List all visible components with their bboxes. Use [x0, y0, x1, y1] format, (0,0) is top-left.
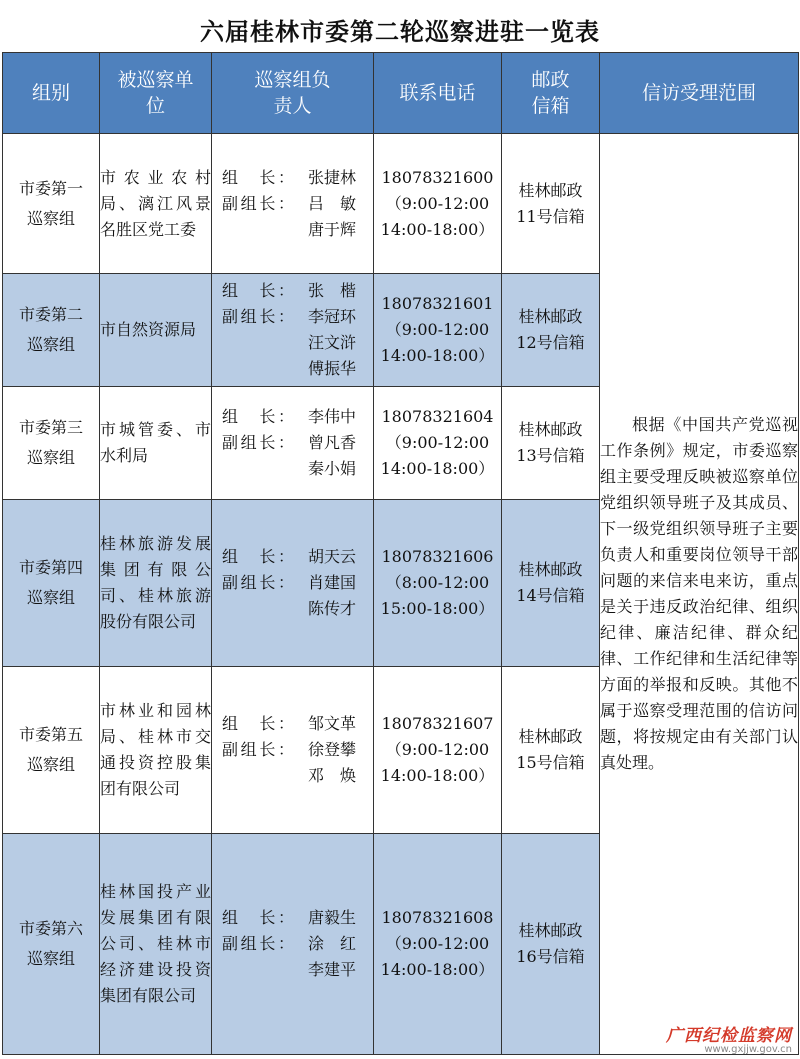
- leader-line: 唐于辉: [308, 219, 357, 239]
- leader-line: 副组长： 涂 红: [222, 934, 357, 953]
- header-unit: 被巡察单位: [100, 53, 212, 134]
- unit-cell: 市城管委、市水利局: [100, 387, 212, 500]
- scope-cell: 根据《中国共产党巡视工作条例》规定，市委巡察组主要受理反映被巡察单位党组织领导班子及其成员、下一级党组织领导班子主要负责人和重要岗位领导干部问题的来信来电来访，重点是关于违反政治纪律、组织纪律、廉洁纪律、群众纪律、工作纪律和生活纪律等方面的举报和反映。其他不属于巡察受理范围的信访问题，将按规定由有关部门认真处理。: [600, 134, 799, 1055]
- header-phone: 联系电话: [374, 53, 502, 134]
- leader-cell: [212, 274, 374, 387]
- leader-line: 组 长： 张 楷: [222, 281, 357, 300]
- leader-line: 副组长： 李冠环: [222, 307, 357, 326]
- watermark-logo: 广西纪检监察网 www.gxjjw.gov.cn: [666, 1026, 792, 1055]
- leader-line: 副组长： 曾凡香: [222, 433, 357, 452]
- leader-cell: [212, 667, 374, 834]
- unit-cell: 市自然资源局: [100, 274, 212, 387]
- mailbox-cell: 桂林邮政 12号信箱: [502, 274, 600, 387]
- leader-line: 陈传才: [308, 599, 357, 618]
- leader-line: 组 长： 邹文革: [222, 714, 357, 733]
- group-cell: 市委第五 巡察组: [3, 667, 100, 834]
- phone-cell: 18078321608 （9:00-12:00 14:00-18:00）: [374, 834, 502, 1055]
- unit-cell: 市林业和园林局、桂林市交通投资控股集团有限公司: [100, 667, 212, 834]
- group-cell: 市委第三 巡察组: [3, 387, 100, 500]
- unit-cell: 桂林旅游发展集团有限公司、桂林旅游股份有限公司: [100, 500, 212, 667]
- header-mail: 邮政信箱: [502, 53, 600, 134]
- leader-line: 副组长： 肖建国: [222, 573, 357, 592]
- table-header-row: [3, 53, 799, 134]
- inspection-table: [2, 52, 799, 1055]
- mailbox-cell: 桂林邮政 16号信箱: [502, 834, 600, 1055]
- group-cell: 市委第二 巡察组: [3, 274, 100, 387]
- group-cell: 市委第六 巡察组: [3, 834, 100, 1055]
- table-row: [3, 134, 799, 274]
- phone-cell: 18078321606 （8:00-12:00 15:00-18:00）: [374, 500, 502, 667]
- phone-cell: 18078321607 （9:00-12:00 14:00-18:00）: [374, 667, 502, 834]
- leader-line: 副组长： 吕 敏: [222, 193, 357, 213]
- leader-line: 秦小娟: [308, 459, 357, 478]
- mailbox-cell: 桂林邮政 13号信箱: [502, 387, 600, 500]
- leader-line: 李建平: [308, 960, 357, 979]
- leader-cell: [212, 834, 374, 1055]
- header-group: 组别: [3, 53, 100, 134]
- leader-line: 副组长： 徐登攀: [222, 740, 357, 759]
- header-leader: 巡察组负责人: [212, 53, 374, 134]
- header-scope: 信访受理范围: [600, 53, 799, 134]
- leader-line: 邓 焕: [308, 766, 357, 785]
- unit-cell: 桂林国投产业发展集团有限公司、桂林市经济建设投资集团有限公司: [100, 834, 212, 1055]
- leader-line: 组 长： 张捷林: [222, 167, 357, 187]
- group-cell: 市委第一 巡察组: [3, 134, 100, 274]
- leader-line: 组 长： 胡天云: [222, 547, 357, 566]
- group-cell: 市委第四 巡察组: [3, 500, 100, 667]
- leader-line: 汪文浒: [308, 333, 357, 352]
- leader-cell: [212, 500, 374, 667]
- mailbox-cell: 桂林邮政 11号信箱: [502, 134, 600, 274]
- leader-line: 组 长： 李伟中: [222, 407, 357, 426]
- leader-cell: [212, 134, 374, 274]
- phone-cell: 18078321604 （9:00-12:00 14:00-18:00）: [374, 387, 502, 500]
- phone-cell: 18078321600 （9:00-12:00 14:00-18:00）: [374, 134, 502, 274]
- mailbox-cell: 桂林邮政 14号信箱: [502, 500, 600, 667]
- leader-line: 组 长： 唐毅生: [222, 908, 357, 927]
- mailbox-cell: 桂林邮政 15号信箱: [502, 667, 600, 834]
- unit-cell: 市农业农村局、漓江风景名胜区党工委: [100, 134, 212, 274]
- phone-cell: 18078321601 （9:00-12:00 14:00-18:00）: [374, 274, 502, 387]
- page-title: 六届桂林市委第二轮巡察进驻一览表: [200, 18, 600, 46]
- leader-line: 傅振华: [308, 359, 357, 378]
- leader-cell: [212, 387, 374, 500]
